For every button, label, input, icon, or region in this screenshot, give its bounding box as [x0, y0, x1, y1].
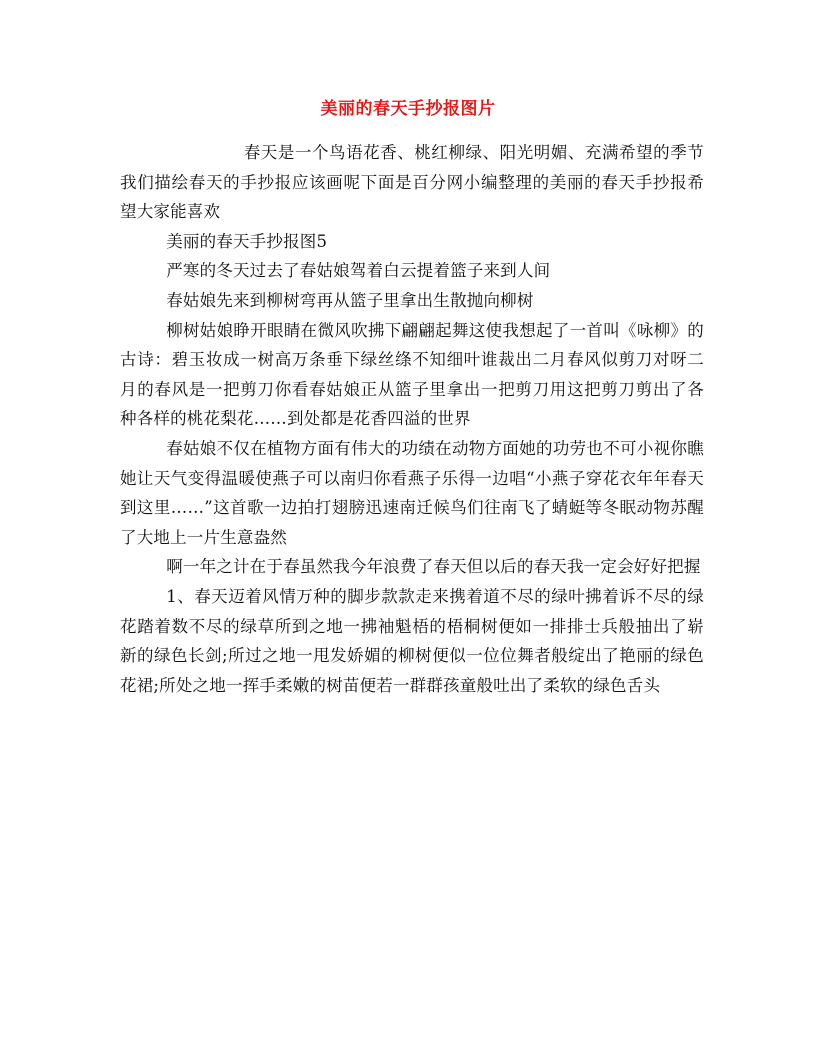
paragraph-winter: 严寒的冬天过去了春姑娘驾着白云提着篮子来到人间	[166, 261, 551, 281]
document-title: 美丽的春天手抄报图片	[320, 99, 496, 119]
paragraph-willow-bend: 春姑娘先来到柳树弯再从篮子里拿出生散抛向柳树	[166, 290, 534, 310]
paragraph-intro: 春天是一个鸟语花香、桃红柳绿、阳光明媚、充满希望的季节我们描绘春天的手抄报应该画呢下面是百分网小编整理的美丽的春天手抄报希望大家能喜欢	[120, 143, 704, 222]
paragraph-spring-steps: 1、春天迈着风情万种的脚步款款走来携着道不尽的绿叶拂着诉不尽的绿花踏着数不尽的绿草所到之地一拂袖魁梧的梧桐树便如一排排士兵般抽出了崭新的绿色长剑;所过之地一甩发娇媚的柳树便似一位位舞者般绽出了艳丽的绿色花裙;所处之地一挥手柔嫩的树苗便若一群群孩童般吐出了柔软的绿色舌头	[120, 586, 704, 695]
paragraph-year-plan: 啊一年之计在于春虽然我今年浪费了春天但以后的春天我一定会好好把握	[166, 557, 701, 577]
paragraph-image-caption: 美丽的春天手抄报图5	[166, 231, 328, 251]
paragraph-willow-poem: 柳树姑娘睁开眼睛在微风吹拂下翩翩起舞这使我想起了一首叫《咏柳》的古诗：碧玉妆成一树高万条垂下绿丝绦不知细叶谁裁出二月春风似剪刀对呀二月的春风是一把剪刀你看春姑娘正从篮子里拿出一把剪刀用这把剪刀剪出了各种各样的桃花梨花……到处都是花香四溢的世界	[120, 320, 704, 429]
paragraph-animals: 春姑娘不仅在植物方面有伟大的功绩在动物方面她的功劳也不可小视你瞧她让天气变得温暖使燕子可以南归你看燕子乐得一边唱“小燕子穿花衣年年春天到这里……”这首歌一边拍打翅膀迅速南迁候鸟们往南飞了蜻蜓等冬眠动物苏醒了大地上一片生意盎然	[120, 438, 704, 547]
document-body	[120, 138, 704, 700]
